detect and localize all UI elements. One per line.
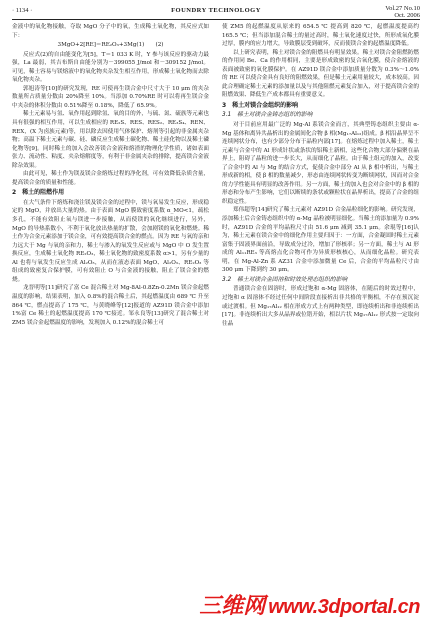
subsection-heading: 3.1 稀土对镁合金铸态组织的影响 [222,112,313,119]
header-rule [12,19,420,20]
issue-info [385,5,420,19]
watermark-url: www.3dportal.cn [268,596,420,618]
paragraph: 反应式(2)的自由能变化为[5]，T＝1 033 K 时，Y 参与该反应的驱动力最强，La 最弱，其吉布斯自由能分别为－399055 J/mol 和－309152 J/mol。可见，稀土容易与镁熔液中的氧化物夹杂发生相互作用，形成稀土氧化物而去除氧化物夹杂。 [12,51,209,84]
page-number: · 1134 · [12,7,33,14]
equation: 3MgO+2[RE]＝RE₂O₃+3Mg(1) (2) [57,42,164,49]
paragraph: 使 ZM5 的起燃温度从原来的 654.5 ℃ 提高到 820 ℃，起燃温度提高约 165.5 ℃；但当添加混合稀土的量过高时，稀土氧化速度过快，所形成氧化膜过厚，膜内的应力增大，导致膜层受到破坏，反而使镁合金的起燃温度降低。 [222,24,419,48]
paragraph: 郑伟超等[14]研究了稀土元素对 AZ91D 合金晶粒细化的影响。研究发现，添加稀土后合金铸态组织中的 α-Mg 晶粒被明显细化。当稀土的添加量为 0.9%时，AZ91D 合金的平均晶粒尺寸由 51.6 μm 减到 35.1 μm。余琨等[16]认为，稀土元素在镁合金中的细化作用主要归因于：一方面，合金凝固时稀土元素富集于固液界面前沿，导致成分过冷，增加了形核率；另一方面，稀土与 Al 形成的 Al₁₁RE₃ 等高熔点化合物可作为异质形核核心，从而细化晶粒。研究表明，在 Mg-Al-Zn 系 AZ31 合金中添加微量 Ce 后，合金的平均晶粒尺寸由 300 μm 下降到约 30 μm。 [222,207,419,274]
paragraph: 对于目前应用最广泛的 Mg-Al 系镁合金而言，其典型铸态组织主要由 α-Mg 基体和离异共晶析出的金属间化合物 β 相(Mg₁₇Al₁₂)组成。β 相沿晶界呈不连续网状分布，也有少部分分布于晶粒内部[17]。在熔炼过程中加入稀土，稀土元素与合金中的 Al 形成针状或条状的铝稀土新相，这些化合物大部分偏聚在晶界上，阻碍了晶粒的进一步长大，从而细化了晶粒。由于稀土组元的加入，改变了合金中的 Al 与 Mg 的结合方式，促使合金中部分 Al 从 β 相中析出，与稀土形成新的相，使 β 相的数量减少，形态由连续网状转变为断续网状，因而对合金的力学性能具有明显的改善作用。另一方面，稀土的加入也会对合金中的 β 相的形态和分布产生影响，它们以断续的条状或颗粒状在晶界析出，提高了合金的组织稳定性。 [222,122,419,205]
watermark-logo [199,589,420,620]
section-heading: 3 稀土对镁合金组织的影响 [222,101,299,109]
section-heading: 2 稀土的阻燃作用 [12,189,65,197]
issue-date: Oct. 2006 [394,12,420,19]
paragraph: 以上研究表明，稀土对镁合金的阻燃具有明显效果。稀土对镁合金阻燃防燃的作用同 Be、Ca 的作用相同，主要是形成致密的复合氧化膜，使合金熔液的表面被致密的氧化膜保护。在 AZ91D 镁合金中添加质量分数为 0.3%～1.0%的 RE 可以使合金具有良好的阻燃效果，但是稀土元素用量较大，成本较高。因此合理确定稀土元素的添加量以及与其他阻燃元素复合加入，对于提高镁合金的阻燃效果、降低生产成本都具有重要意义。 [222,49,419,99]
paragraph: 龙晋明等[11]研究了富 Ce 混合稀土对 Mg-8Al-0.8Zn-0.2Mn 镁合金起燃温度的影响，结果表明，加入 0.8%的混合稀土后，其起燃温度由 689 ℃ 升至 864 ℃，燃点提高了 175 ℃，与黄晓峰等[12]报道的 AZ91D 镁合金中添加 1%富 Ce 稀土的起燃温度提高 170 ℃接近。邹永良等[13]研究了混合稀土对 ZM5 镁合金起燃温度的影响，发现加入 0.12%的混合稀土可 [12,285,209,326]
paragraph: 在大气条件下熔炼和浇注镁及镁合金的过程中，镁与氧易发生反应，形成稳定的 MgO，并放出大量的热。由于表面 MgO 膜致密度系数 α_MO<1，疏松多孔，不能有效阻止氧与镁进一步接触，从而使镁的氧化继续进行，另外，MgO 的导热系数小，不利于氧化放出热量的扩散，会加剧镁的氧化和燃烧。稀土作为合金元素添加于镁合金，可有效提高镁合金的燃点。因为 RE 与氧的亲和力远大于 Mg 与氧的亲和力，稀土与渗入的氧发生反应或与 MgO 中 O 发生置换反应，生成稀土氧化物 RE₂O₃，稀土氧化物的致密度系数 α>1，另有少量的 Al 也将与氧发生反应生成 Al₂O₃，从而在液态表面 MgO、Al₂O₃、RE₂O₃ 等组成的致密复合保护膜，可有效阻止 O 与合金液的接触，阻止了镁合金的燃烧。 [12,199,209,283]
paragraph: 普通镁合金在固溶时，形成过饱和 α-Mg 固溶体，在随后的时效过程中，过饱和 α 固溶体不经过任何中间阶段直接析出非共格的平衡相，不存在预沉淀或过渡相。但 Mg₁₇Al₁₂ 相在形成方式上有两种类型，即连续析出和非连续析出[17]。非连续析出大多从晶界或位错开始，相以片状 Mg₁₇Al₁₂ 形式按一定取向往晶 [222,286,419,327]
paragraph: 稀土元素易与氢、氧作用起到除氢、氧的目的外，与硫、氮、硫族等元素也具有很强的相互作用，可以生成相应的 RE₂S、RES、RES₂、RE₃S₄、REN、REX，(X 为卤族元素)等，用以除去因使用气体保护、熔剂等引起的非金属夹杂物；高温下稀土元素与碳、硅、磷反应生成稀土碳化物、稀土硅化物以及稀土磷化物等[9]。同时稀土的加入会改善镁合金液和熔渣的物理化学性质，诸如表面张力、流动性、粘度、夹杂熔解度等，有利于非金属夹杂的排除，提高镁合金液除杂效果。 [12,111,209,169]
right-column [222,23,419,328]
journal-title: FOUNDRY TECHNOLOGY [171,7,261,14]
volume-label: Vol.27 No.10 [385,5,420,12]
left-column [12,23,209,327]
page-footer [0,588,430,626]
watermark-chinese: 三维网 [199,593,266,618]
paragraph: 金液中的氧化物接触，夺取 MgO 分子中的氧，生成稀土氧化物，其反应式如下： [12,24,209,39]
paragraph: 由此可见，稀土作为镁及镁合金熔炼过程的净化剂，可有效降低杂质含量，提高镁合金的质量和性能。 [12,171,209,186]
subsection-heading: 3.2 稀土对镁合金固溶和时效处理态组织的影响 [222,276,348,283]
page-header [12,5,420,17]
paragraph: 郭旭涛等[10]的研究发现，RE 可使再生镁合金中尺寸大于 10 μm 的夹杂数量所占质量分数由 20%降至 10%。当添加 0.70%RE 时可以将再生镁合金中夹杂的体积分数由 0.51%降至 0.18%，降低了 65.9%。 [12,85,209,109]
